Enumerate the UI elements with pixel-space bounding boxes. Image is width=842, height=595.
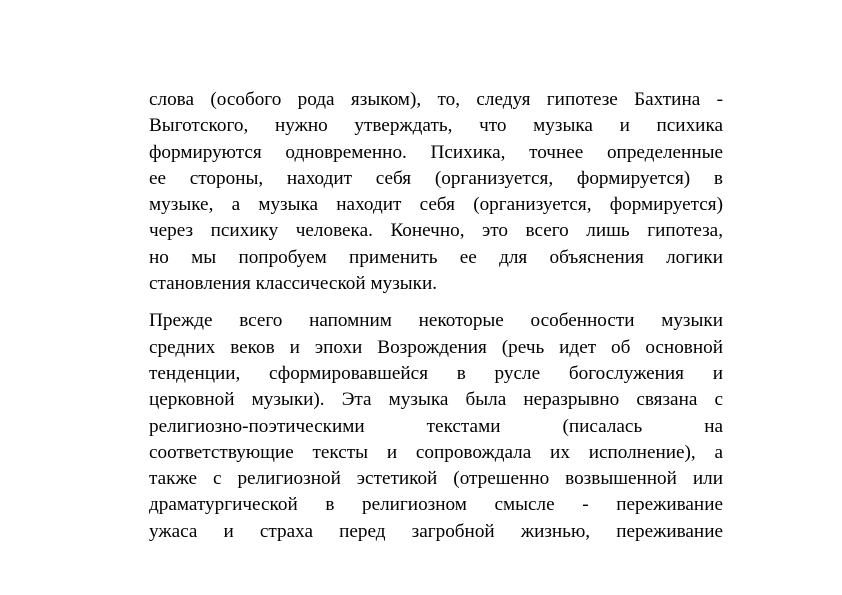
text-line: формируются одновременно. Психика, точнее определенные — [149, 141, 723, 163]
text-line: Выготского, нужно утверждать, что музыка и психика — [149, 115, 723, 137]
text-line: тенденции, сформировавшейся в русле богослужения и — [149, 362, 723, 384]
text-line: ее стороны, находит себя (организуется, формируется) в — [149, 167, 723, 189]
paragraph-1 — [149, 87, 723, 297]
text-line: слова (особого рода языком), то, следуя гипотезе Бахтина - — [149, 89, 723, 110]
text-line: соответствующие тексты и сопровождала их исполнение), а — [149, 441, 723, 463]
text-line: средних веков и эпохи Возрождения (речь идет об основной — [149, 336, 723, 358]
text-line: также с религиозной эстетикой (отрешенно возвышенной или — [149, 468, 723, 490]
text-line: драматургической в религиозном смысле - переживание — [149, 494, 723, 516]
text-body — [149, 87, 723, 545]
text-line: но мы попробуем применить ее для объяснения логики — [149, 246, 723, 268]
paragraph-2 — [149, 308, 723, 545]
text-line: музыке, а музыка находит себя (организуется, формируется) — [149, 194, 723, 216]
text-line: религиозно-поэтическими текстами (писалась на — [149, 415, 723, 437]
text-line: становления классической музыки. — [149, 273, 438, 295]
text-line: через психику человека. Конечно, это всего лишь гипотеза, — [149, 220, 723, 242]
text-line: ужаса и страха перед загробной жизнью, переживание — [149, 520, 723, 542]
text-line: церковной музыки). Эта музыка была неразрывно связана с — [149, 389, 723, 411]
text-line: Прежде всего напомним некоторые особенности музыки — [149, 310, 723, 332]
